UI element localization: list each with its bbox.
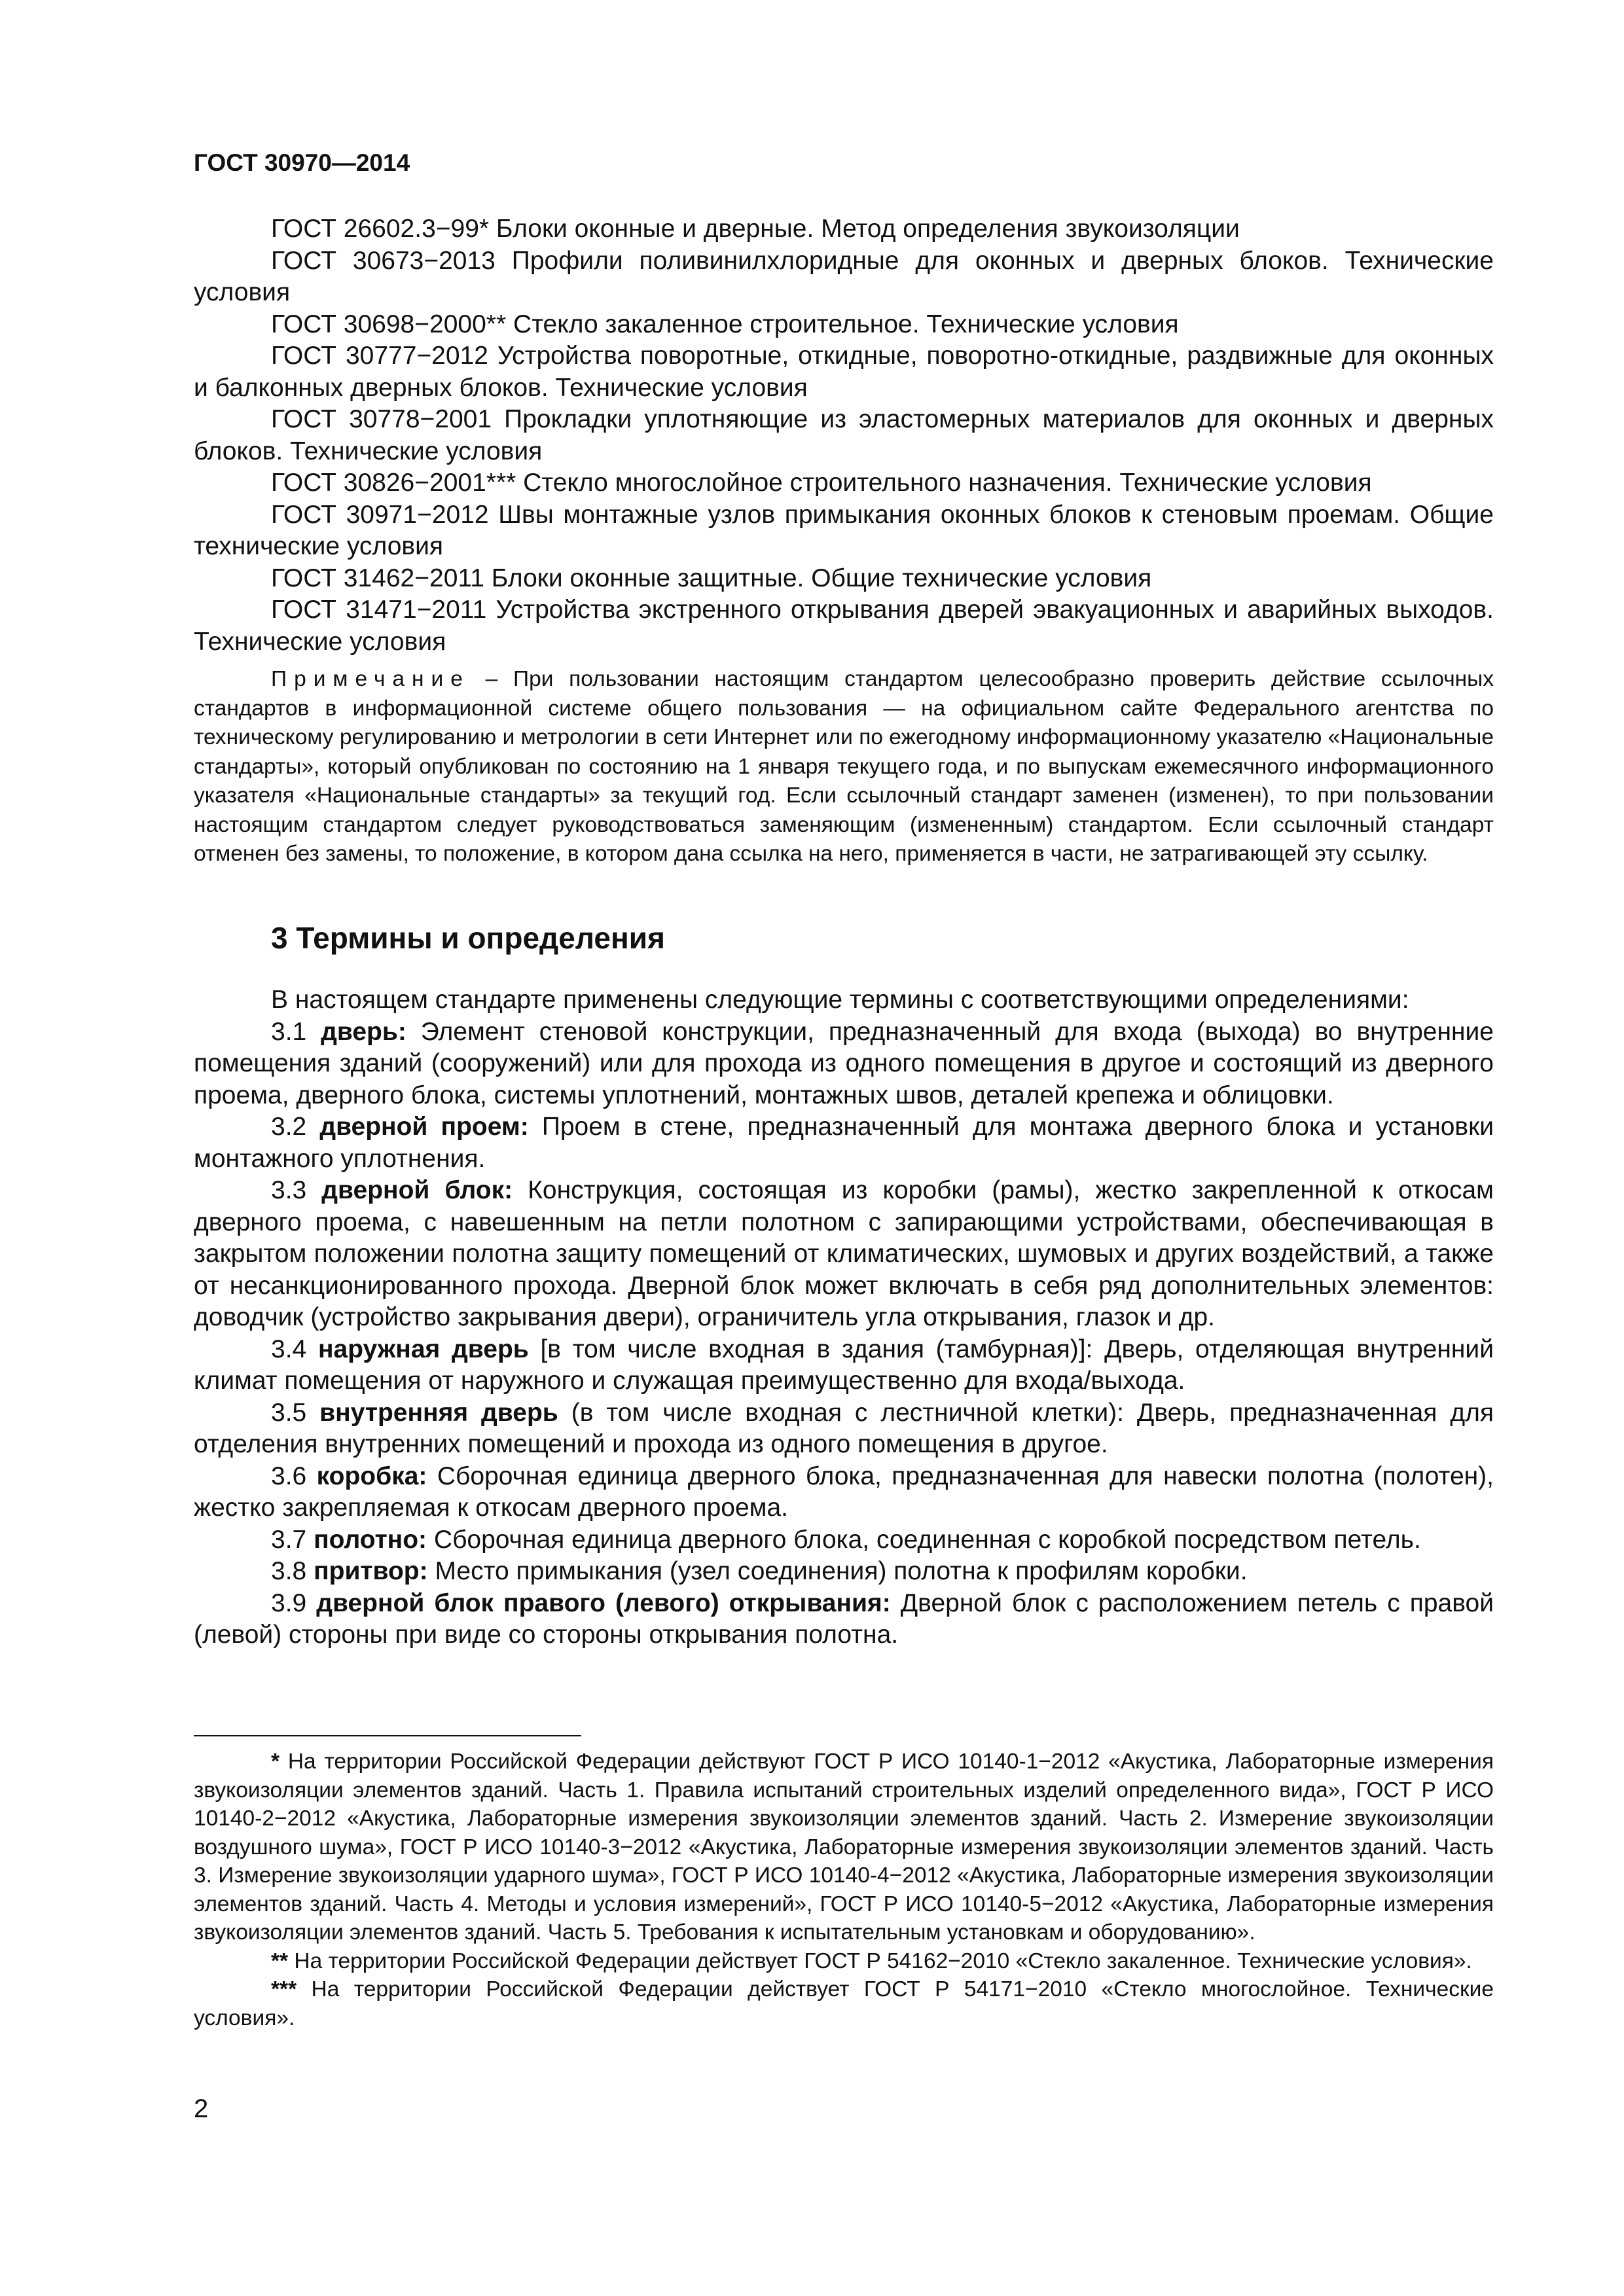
footnote-text: На территории Российской Федерации действует ГОСТ Р 54171−2010 «Стекло многослойное. Технические условия». — [194, 1977, 1494, 2030]
term-item — [194, 1461, 1494, 1524]
term-name: дверной блок правого (левого) открывания: — [316, 1588, 891, 1617]
term-item — [194, 1334, 1494, 1397]
footnote-text: На территории Российской Федерации действует ГОСТ Р 54162−2010 «Стекло закаленное. Технические условия». — [288, 1948, 1472, 1973]
term-definition: Сборочная единица дверного блока, предназначенная для навески полотна (полотен), жестко закрепляемая к откосам дверного проема. — [194, 1462, 1494, 1522]
term-number: 3.3 — [271, 1176, 322, 1204]
footnote-mark: * — [271, 1749, 280, 1774]
reference-item: ГОСТ 30698−2000** Стекло закаленное строительное. Технические условия — [271, 310, 1179, 338]
terms-intro: В настоящем стандарте применены следующие термины с соответствующими определениями: — [271, 986, 1409, 1014]
term-definition: Конструкция, состоящая из коробки (рамы), жестко закрепленной к откосам дверного проема, с навешенным на петли полотном с запирающими устройствами, обеспечивающая в закрытом положении полотна защиту помещений от климатических, шумовых и других воздействий, а также от несанкционированного прохода. Дверной блок может включать в себя ряд дополнительных элементов: доводчик (устройство закрывания двери), ограничитель угла открывания, глазок и др. — [194, 1176, 1494, 1331]
term-name: полотно: — [314, 1525, 427, 1554]
references-note — [194, 665, 1494, 869]
term-definition: (в том числе входная с лестничной клетки): Дверь, предназначенная для отделения внутренних помещений и прохода из одного помещения в другое. — [194, 1398, 1494, 1458]
term-item — [194, 1588, 1494, 1651]
term-item — [194, 1175, 1494, 1334]
term-definition: Сборочная единица дверного блока, соединенная с коробкой посредством петель. — [427, 1525, 1421, 1554]
term-definition: Дверной блок с расположением петель с правой (левой) стороны при виде со стороны открывания полотна. — [194, 1588, 1494, 1649]
document-header: ГОСТ 30970—2014 — [194, 149, 410, 176]
term-number: 3.5 — [271, 1398, 320, 1427]
normative-references — [194, 213, 1494, 658]
footnote-text: На территории Российской Федерации действуют ГОСТ Р ИСО 10140-1−2012 «Акустика, Лабораторные измерения звукоизоляции элементов зданий. Часть 1. Правила испытаний строительных изделий определенного вида», ГОСТ Р ИСО 10140-2−2012 «Акустика, Лабораторные измерения звукоизоляции элементов зданий. Часть 2. Измерение звукоизоляции воздушного шума», ГОСТ Р ИСО 10140-3−2012 «Акустика, Лабораторные измерения звукоизоляции элементов зданий. Часть 3. Измерение звукоизоляции ударного шума», ГОСТ Р ИСО 10140-4−2012 «Акустика, Лабораторные измерения звукоизоляции элементов зданий. Часть 4. Методы и условия измерений», ГОСТ Р ИСО 10140-5−2012 «Акустика, Лабораторные измерения звукоизоляции элементов зданий. Часть 5. Требования к испытательным установкам и оборудованию». — [194, 1749, 1494, 1945]
term-number: 3.1 — [271, 1017, 321, 1046]
reference-item: ГОСТ 30778−2001 Прокладки уплотняющие из эластомерных материалов для оконных и дверных блоков. Технические условия — [194, 405, 1494, 465]
terms-list — [194, 984, 1494, 1651]
reference-item: ГОСТ 30777−2012 Устройства поворотные, откидные, поворотно-откидные, раздвижные для оконных и балконных дверных блоков. Технические условия — [194, 342, 1494, 402]
term-number: 3.8 — [271, 1557, 314, 1585]
term-name: коробка: — [316, 1462, 427, 1490]
note-text: При пользовании настоящим стандартом целесообразно проверить действие ссылочных стандартов в информационной системе общего пользования — на официальном сайте Федерального агентства по техническому регулированию и метрологии в сети Интернет или по ежегодному информационному указателю «Национальные стандарты», который опубликован по состоянию на 1 января текущего года, и по выпускам ежемесячного информационного указателя «Национальные стандарты» за текущий год. Если ссылочный стандарт заменен (изменен), то при пользовании настоящим стандартом следует руководствоваться заменяющим (измененным) стандартом. Если ссылочный стандарт отменен без замены, то положение, в котором дана ссылка на него, применяется в части, не затрагивающей эту ссылку. — [194, 667, 1494, 866]
term-name: внутренняя дверь — [319, 1398, 558, 1427]
page-number: 2 — [194, 2094, 209, 2123]
term-item — [194, 1111, 1494, 1175]
footnote-mark: *** — [271, 1977, 297, 2001]
term-definition: [в том числе входная в здания (тамбурная)]: Дверь, отделяющая внутренний климат помещения от наружного и служащая преимущественно для входа/выхода. — [194, 1335, 1494, 1395]
term-number: 3.7 — [271, 1525, 314, 1554]
term-name: притвор: — [314, 1557, 428, 1585]
reference-item: ГОСТ 30673−2013 Профили поливинилхлоридные для оконных и дверных блоков. Технические условия — [194, 246, 1494, 306]
note-dash: – — [469, 667, 513, 691]
term-definition: Проем в стене, предназначенный для монтажа дверного блока и установки монтажного уплотнения. — [194, 1113, 1494, 1173]
term-item — [194, 1016, 1494, 1112]
term-definition: Место примыкания (узел соединения) полотна к профилям коробки. — [427, 1557, 1248, 1585]
term-number: 3.9 — [271, 1588, 317, 1617]
footnote-item — [194, 1947, 1494, 1976]
reference-item: ГОСТ 31471−2011 Устройства экстренного открывания дверей эвакуационных и аварийных выходов. Технические условия — [194, 596, 1494, 656]
footnote-item — [194, 1748, 1494, 1947]
term-name: наружная дверь — [317, 1335, 529, 1363]
term-number: 3.2 — [271, 1113, 320, 1141]
reference-item: ГОСТ 30826−2001*** Стекло многослойное строительного назначения. Технические условия — [271, 469, 1372, 497]
term-number: 3.4 — [271, 1335, 318, 1363]
term-item — [194, 1524, 1494, 1556]
term-name: дверь: — [321, 1017, 406, 1046]
footnotes — [194, 1748, 1494, 2032]
term-item — [194, 1397, 1494, 1461]
note-label: Примечание — [271, 667, 470, 691]
reference-item: ГОСТ 26602.3−99* Блоки оконные и дверные. Метод определения звукоизоляции — [271, 215, 1240, 243]
reference-item: ГОСТ 31462−2011 Блоки оконные защитные. Общие технические условия — [271, 564, 1152, 592]
footnote-mark: ** — [271, 1948, 289, 1973]
term-name: дверной блок: — [321, 1176, 513, 1204]
term-number: 3.6 — [271, 1462, 317, 1490]
term-definition: Элемент стеновой конструкции, предназначенный для входа (выхода) во внутренние помещения зданий (сооружений) или для прохода из одного помещения в другое и состоящий из дверного проема, дверного блока, системы уплотнений, монтажных швов, деталей крепежа и облицовки. — [194, 1017, 1494, 1109]
term-item — [194, 1556, 1494, 1588]
footnote-divider — [194, 1735, 581, 1736]
reference-item: ГОСТ 30971−2012 Швы монтажные узлов примыкания оконных блоков к стеновым проемам. Общие технические условия — [194, 500, 1494, 560]
section-title: 3 Термины и определения — [271, 921, 665, 955]
term-name: дверной проем: — [319, 1113, 529, 1141]
footnote-item — [194, 1975, 1494, 2032]
